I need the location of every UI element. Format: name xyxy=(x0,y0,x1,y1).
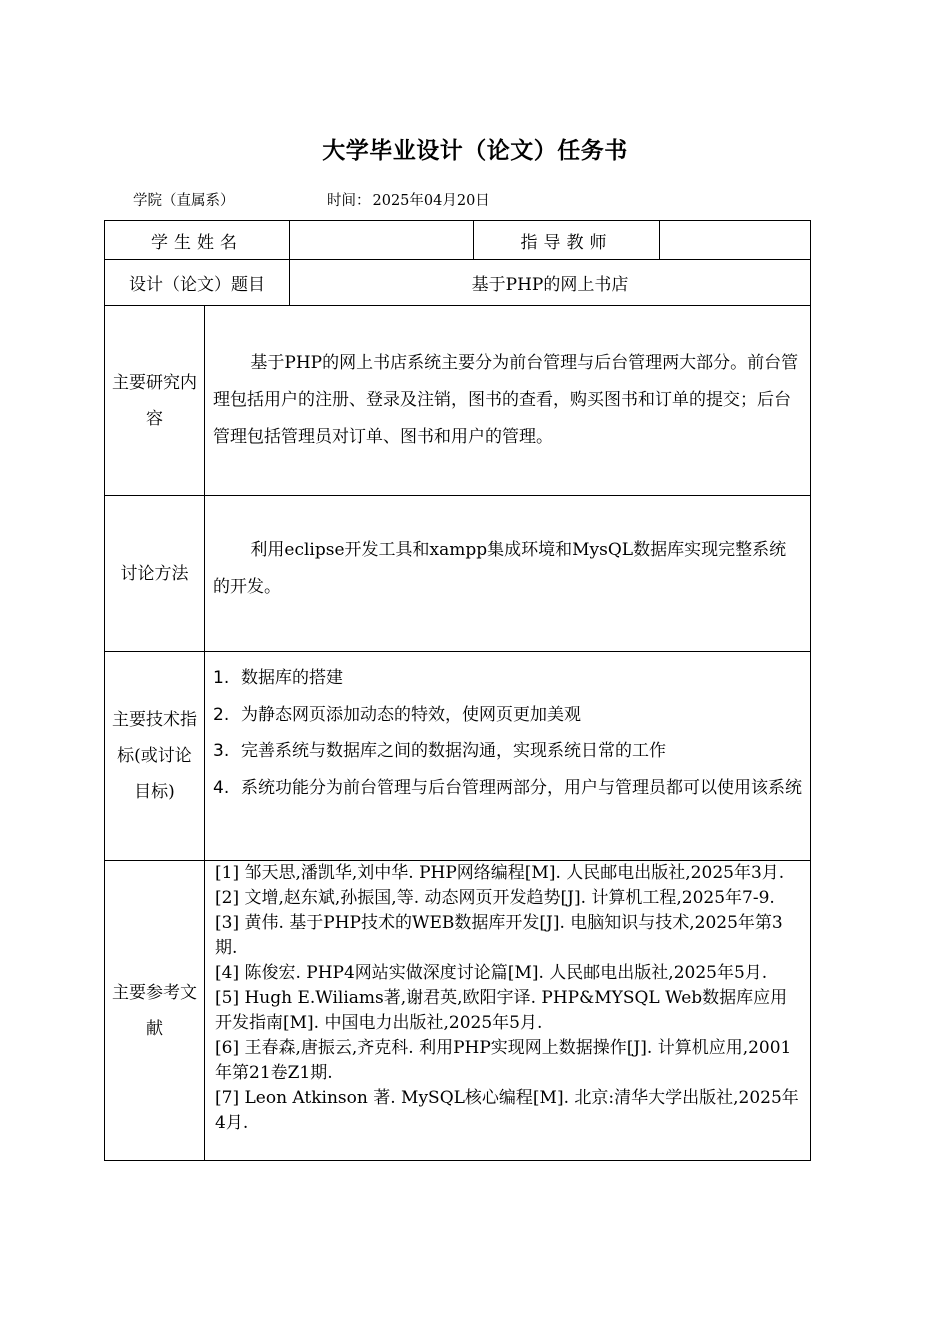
college-label: 学院（直属系） xyxy=(133,193,235,209)
target-number: 3. xyxy=(213,741,230,761)
target-number: 4. xyxy=(213,777,230,798)
target-text: 数据库的搭建 xyxy=(241,668,343,688)
content-label: 主要研究内容 xyxy=(105,306,205,496)
topic-value: 基于PHP的网上书店 xyxy=(290,260,811,306)
target-text: 系统功能分为前台管理与后台管理两部分，用户与管理员都可以使用该系统 xyxy=(241,777,802,798)
target-item xyxy=(213,660,804,697)
reference-item: [3] 黄伟. 基于PHP技术的WEB数据库开发[J]. 电脑知识与技术,2025年第3期. xyxy=(215,913,783,958)
content-row xyxy=(105,306,811,496)
references-cell xyxy=(205,861,811,1161)
time-value: 2025年04月20日 xyxy=(372,193,490,209)
student-name-label: 学生姓名 xyxy=(105,221,290,260)
student-name-field[interactable] xyxy=(290,221,474,260)
target-number: 2. xyxy=(213,704,230,725)
target-text: 为静态网页添加动态的特效，使网页更加美观 xyxy=(241,704,581,725)
target-number: 1. xyxy=(213,668,230,688)
method-row xyxy=(105,496,811,652)
method-text xyxy=(205,496,811,652)
reference-item: [2] 文增,赵东斌,孙振国,等. 动态网页开发趋势[J]. 计算机工程,2025年7-9. xyxy=(215,888,775,908)
reference-item: [7] Leon Atkinson 著. MySQL核心编程[M]. 北京:清华大学出版社,2025年4月. xyxy=(215,1088,799,1133)
reference-item: [6] 王春森,唐振云,齐克科. 利用PHP实现网上数据操作[J]. 计算机应用,2001年第21卷Z1期. xyxy=(215,1038,792,1083)
reference-item: [4] 陈俊宏. PHP4网站实做深度讨论篇[M]. 人民邮电出版社,2025年5月. xyxy=(215,963,768,983)
advisor-field[interactable] xyxy=(660,221,811,260)
refs-row xyxy=(105,861,811,1161)
targets-row xyxy=(105,652,811,861)
topic-row xyxy=(105,260,811,306)
header-row xyxy=(105,221,811,260)
target-item xyxy=(213,697,804,734)
topic-label: 设计（论文）题目 xyxy=(105,260,290,306)
reference-item: [1] 邹天思,潘凯华,刘中华. PHP网络编程[M]. 人民邮电出版社,2025年3月. xyxy=(215,863,785,883)
targets-list xyxy=(205,652,810,818)
method-text-body: 利用eclipse开发工具和xampp集成环境和MysQL数据库实现完整系统的开发。 xyxy=(213,540,787,597)
date-line xyxy=(327,189,490,210)
page-title: 大学毕业设计（论文）任务书 xyxy=(322,138,628,164)
refs-label: 主要参考文献 xyxy=(105,861,205,1161)
content-text: 基于PHP的网上书店系统主要分为前台管理与后台管理两大部分。前台管理包括用户的注册、登录及注销，图书的查看，购买图书和订单的提交；后台管理包括管理员对订单、图书和用户的管理。 xyxy=(205,306,811,496)
task-form-table xyxy=(104,220,811,1161)
targets-cell xyxy=(205,652,811,861)
advisor-label: 指导教师 xyxy=(474,221,660,260)
time-label: 时间： xyxy=(327,193,371,209)
method-label: 讨论方法 xyxy=(105,496,205,652)
target-item xyxy=(213,770,804,807)
reference-item: [5] Hugh E.Wiliams著,谢君英,欧阳宇译. PHP&MYSQL Web数据库应用开发指南[M]. 中国电力出版社,2025年5月. xyxy=(215,988,788,1033)
targets-label: 主要技术指标(或讨论目标) xyxy=(105,652,205,861)
target-text: 完善系统与数据库之间的数据沟通，实现系统日常的工作 xyxy=(241,741,666,761)
target-item xyxy=(213,733,804,770)
